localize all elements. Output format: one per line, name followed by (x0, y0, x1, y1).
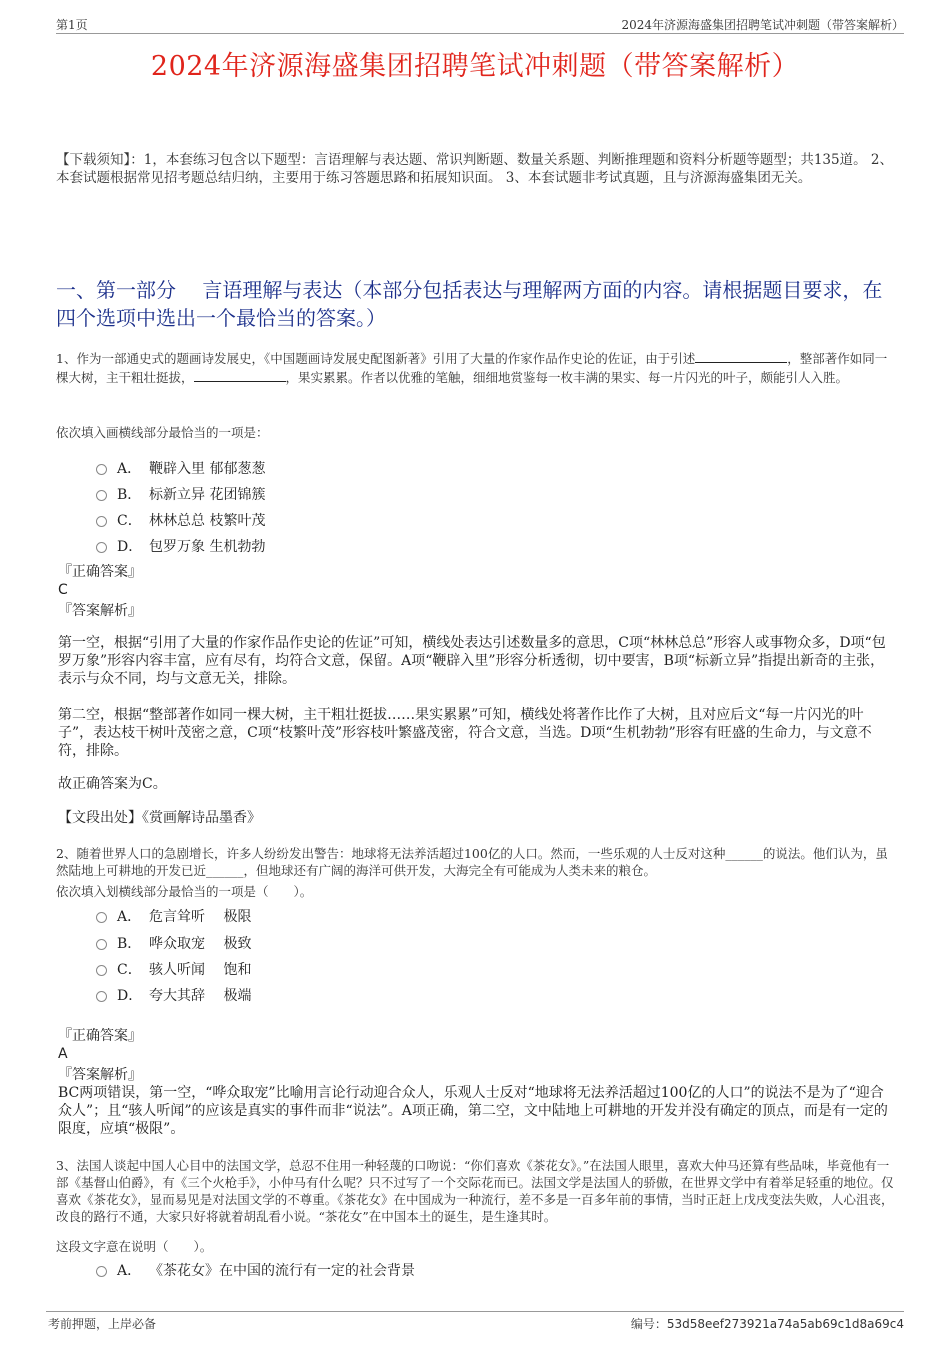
q1-option-b[interactable]: B． 标新立异 花团锦簇 (96, 484, 265, 504)
q1-blank-1 (695, 350, 787, 363)
radio-icon[interactable] (96, 542, 107, 553)
radio-icon[interactable] (96, 939, 107, 950)
footer-slogan: 考前押题，上岸必备 (48, 1317, 157, 1331)
q1-analysis-heading: 『答案解析』 (58, 603, 142, 619)
q1-answer: C (58, 582, 68, 598)
q1-analysis-2: 第二空，根据“整部著作如同一棵大树，主干粗壮挺拔……果实累累”可知，横线处将著作比作了大树，且对应后文“每一片闪光的叶子”，表达枝干树叶茂密之意，C项“枝繁叶茂”形容枝叶繁盛茂密，符合文意，当选。D项“生机勃勃”形容有旺盛的生命力，与文意不符，排除。 (58, 707, 872, 759)
q1-source: 【文段出处】《赏画解诗品墨香》 (58, 810, 261, 826)
code-label: 编号： (630, 1317, 667, 1331)
q1-analysis-1: 第一空，根据“引用了大量的作家作品作史论的佐证”可知，横线处表达引述数量多的意思，C项“林林总总”形容人或事物众多，D项“包罗万象”形容内容丰富，应有尽有，均符合文意，保留。A项“鞭辟入里”形容分析透彻，切中要害，B项“标新立异”指提出新奇的主张，表示与众不同，均与文意无关，排除。 (58, 635, 886, 687)
document-title: 2024年济源海盛集团招聘笔试冲刺题（带答案解析） (150, 51, 800, 82)
radio-icon[interactable] (96, 516, 107, 527)
q2-option-c[interactable]: C． 骇人听闻 饱和 (96, 959, 251, 979)
question-3-stem: 3、法国人谈起中国人心目中的法国文学，总忍不住用一种轻蔑的口吻说：“你们喜欢《茶花女》。”在法国人眼里，喜欢大仲马还算有些品味，毕竟他有一部《基督山伯爵》，有《三个火枪手》，小仲马有什么呢？只不过写了一个交际花而已。法国文学是法国人的骄傲，在世界文学中有着举足轻重的地位。仅喜欢《茶花女》，显而易见是对法国文学的不尊重。《茶花女》在中国成为一种流行，差不多是一百多年前的事情，当时正赶上戊戌变法失败，人心沮丧，改良的路行不通，大家只好将就着胡乱看小说。“茶花女”在中国本土的诞生，是生逢其时。 (56, 1158, 894, 1224)
q1-stem-part-c: ，果实累累。作者以优雅的笔触，细细地赏鉴每一枚丰满的果实、每一片闪光的叶子，颇能引人入胜。 (285, 370, 849, 385)
header-divider (56, 33, 904, 34)
q1-option-d[interactable]: D． 包罗万象 生机勃勃 (96, 536, 265, 556)
page-number: 第1页 (56, 18, 88, 32)
q2-option-b[interactable]: B． 哗众取宠 极致 (96, 933, 251, 953)
q2-analysis: BC两项错误，第一空，“哗众取宠”比喻用言论行动迎合众人，乐观人士反对“地球将无法养活超过100亿的人口”的说法不是为了“迎合众人”；且“骇人听闻”的应该是真实的事件而非“说法”。A项正确，第二空，文中陆地上可耕地的开发并没有确定的顶点，而是有一定的限度，应填“极限”。 (58, 1085, 888, 1137)
radio-icon[interactable] (96, 991, 107, 1002)
question-2-stem: 2、随着世界人口的急剧增长，许多人纷纷发出警告：地球将无法养活超过100亿的人口。然而，一些乐观的人士反对这种______的说法。他们认为，虽然陆地上可耕地的开发已近______，但地球还有广阔的海洋可供开发，大海完全有可能成为人类未来的粮仓。 (56, 846, 888, 878)
radio-icon[interactable] (96, 464, 107, 475)
q1-conclusion: 故正确答案为C。 (58, 776, 167, 792)
code-value: 53d58eef273921a74a5ab69c1d8a69c4 (666, 1317, 904, 1331)
q1-answer-heading: 『正确答案』 (58, 564, 142, 580)
q1-option-c[interactable]: C． 林林总总 枝繁叶茂 (96, 510, 265, 530)
running-header-title: 2024年济源海盛集团招聘笔试冲刺题（带答案解析） (621, 18, 904, 32)
q2-option-a[interactable]: A． 危言耸听 极限 (96, 906, 251, 926)
radio-icon[interactable] (96, 490, 107, 501)
footer-divider (46, 1311, 904, 1312)
q2-analysis-heading: 『答案解析』 (58, 1067, 142, 1083)
q1-stem-part-a: 1、作为一部通史式的题画诗发展史，《中国题画诗发展史配图新著》引用了大量的作家作品作史论的佐证，由于引述 (56, 351, 696, 366)
radio-icon[interactable] (96, 965, 107, 976)
q1-stem-part-b: ，整部著作如同一棵大树，主干粗壮挺拔， (56, 351, 888, 385)
radio-icon[interactable] (96, 912, 107, 923)
document-code (631, 1315, 904, 1332)
q3-option-a[interactable]: A． 《茶花女》在中国的流行有一定的社会背景 (96, 1260, 415, 1280)
q1-prompt: 依次填入画横线部分最恰当的一项是： (56, 425, 269, 440)
q1-blank-2 (194, 369, 286, 382)
q2-answer-heading: 『正确答案』 (58, 1028, 142, 1044)
q1-option-a[interactable]: A． 鞭辟入里 郁郁葱葱 (96, 458, 265, 478)
question-1-stem (56, 349, 894, 387)
download-notice: 【下载须知】：1，本套练习包含以下题型：言语理解与表达题、常识判断题、数量关系题、判断推理题和资料分析题等题型；共135道。 2、本套试题根据常见招考题总结归纳，主要用于练习答题思路和拓展知识面。 3、本套试题非考试真题，且与济源海盛集团无关。 (56, 152, 893, 186)
q2-option-d[interactable]: D． 夸大其辞 极端 (96, 985, 251, 1005)
section-heading: 一、第一部分 言语理解与表达（本部分包括表达与理解两方面的内容。请根据题目要求，在四个选项中选出一个最恰当的答案。） (56, 278, 883, 330)
q2-prompt: 依次填入划横线部分最恰当的一项是（ ）。 (56, 884, 313, 899)
radio-icon[interactable] (96, 1266, 107, 1277)
q2-answer: A (58, 1046, 68, 1062)
q3-prompt: 这段文字意在说明（ ）。 (56, 1239, 213, 1254)
